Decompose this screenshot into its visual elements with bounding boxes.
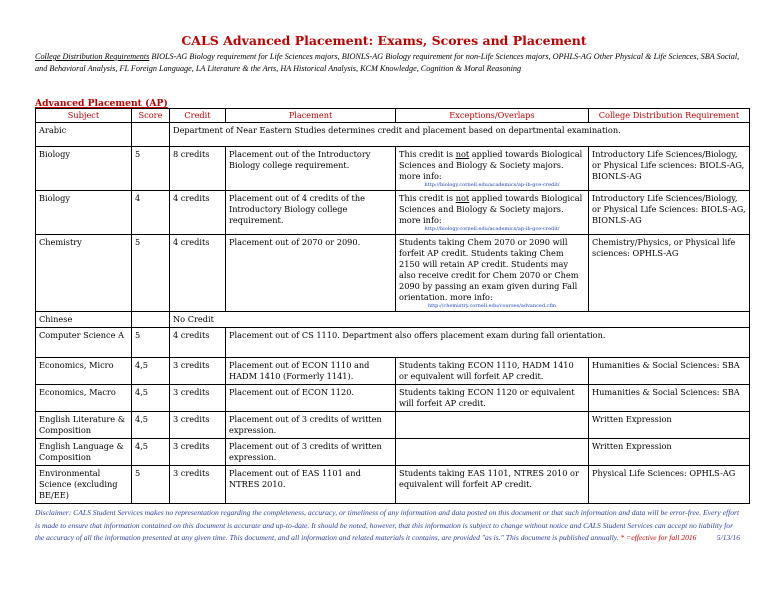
- placement-cell: Placement out of 2070 or 2090.: [226, 235, 396, 312]
- placement-cell: Placement out of 3 credits of written expression.: [226, 412, 396, 439]
- more-info-link[interactable]: http://chemistry.cornell.edu/courses/advanced.cfm: [427, 303, 557, 309]
- exceptions-cell: Students taking EAS 1101, NTRES 2010 or equivalent will forfeit AP credit.: [396, 466, 589, 504]
- header-subject: Subject: [36, 109, 132, 123]
- credit-cell: 3 credits: [170, 412, 226, 439]
- subject-cell: Economics, Micro: [36, 358, 132, 385]
- table-row: [36, 312, 750, 328]
- header-score: Score: [132, 109, 170, 123]
- distribution-cell: Written Expression: [589, 412, 750, 439]
- score-cell: 5: [132, 466, 170, 504]
- placement-cell: Placement out of ECON 1110 and HADM 1410 (Formerly 1141).: [226, 358, 396, 385]
- section-title: Advanced Placement (AP): [35, 98, 168, 109]
- credit-cell: 3 credits: [170, 439, 226, 466]
- placement-cell: Placement out of the Introductory Biology college requirement.: [226, 147, 396, 191]
- score-cell: 5: [132, 235, 170, 312]
- exceptions-cell: [396, 439, 589, 466]
- subject-cell: Chemistry: [36, 235, 132, 312]
- ap-table: [35, 108, 750, 504]
- credit-cell: No Credit: [170, 312, 750, 328]
- intro-paragraph: [35, 51, 740, 75]
- header-placement: Placement: [226, 109, 396, 123]
- publish-date: 5/13/16: [716, 533, 740, 542]
- subject-cell: English Literature & Composition: [36, 412, 132, 439]
- distribution-cell: Introductory Life Sciences/Biology, or Physical Life sciences: BIOLS-AG, BIONLS-AG: [589, 147, 750, 191]
- placement-cell: Placement out of 3 credits of written expression.: [226, 439, 396, 466]
- score-cell: 5: [132, 328, 170, 358]
- subject-cell: Computer Science A: [36, 328, 132, 358]
- subject-cell: Biology: [36, 191, 132, 235]
- credit-cell: 3 credits: [170, 358, 226, 385]
- exceptions-cell: Students taking ECON 1110, HADM 1410 or equivalent will forfeit AP credit.: [396, 358, 589, 385]
- table-row: [36, 412, 750, 439]
- credit-cell: 3 credits: [170, 466, 226, 504]
- credit-cell: 4 credits: [170, 191, 226, 235]
- score-cell: 4,5: [132, 358, 170, 385]
- table-row: [36, 466, 750, 504]
- page-title: CALS Advanced Placement: Exams, Scores and Placement: [181, 33, 587, 48]
- placement-cell: Placement out of ECON 1120.: [226, 385, 396, 412]
- note-cell: Placement out of CS 1110. Department also offers placement exam during fall orientation.: [226, 328, 750, 358]
- exceptions-cell: This credit is not applied towards Biological Sciences and Biology & Society majors. more info: http://biology.cornell.edu/academics/ap-ib-gce-credit/: [396, 147, 589, 191]
- table-row: [36, 385, 750, 412]
- subject-cell: Economics, Macro: [36, 385, 132, 412]
- distribution-cell: Introductory Life Sciences/Biology, or Physical Life Sciences: BIOLS-AG, BIONLS-AG: [589, 191, 750, 235]
- score-cell: 4,5: [132, 412, 170, 439]
- subject-cell: Chinese: [36, 312, 132, 328]
- score-cell: 4: [132, 191, 170, 235]
- distribution-cell: Physical Life Sciences: OPHLS-AG: [589, 466, 750, 504]
- distribution-cell: Humanities & Social Sciences: SBA: [589, 358, 750, 385]
- table-row: [36, 147, 750, 191]
- disclaimer-text: Disclaimer: CALS Student Services makes no representation regarding the completeness, accuracy, or timeliness of any information and data posted on this document or that such information and data will be error-free. Every effort is made to ensure that information contained on this document is accurate and up-to-date. It should be noted, however, that this information is subject to change without notice and CALS Student Services can accept no liability for the accuracy of all the information presented at any given time. This document, and all information and related materials it contains, are provided "as is." This document is published annually.: [35, 508, 740, 542]
- exceptions-cell: Students taking ECON 1120 or equivalent will forfeit AP credit.: [396, 385, 589, 412]
- header-exceptions: Exceptions/Overlaps: [396, 109, 589, 123]
- table-header-row: [36, 109, 750, 123]
- credit-cell: 4 credits: [170, 328, 226, 358]
- placement-cell: Placement out of 4 credits of the Introductory Biology college requirement.: [226, 191, 396, 235]
- exceptions-cell: This credit is not applied towards Biological Sciences and Biology & Society majors. more info: http://biology.cornell.edu/academics/ap-ib-gce-credit/: [396, 191, 589, 235]
- distribution-cell: Written Expression: [589, 439, 750, 466]
- table-row: [36, 439, 750, 466]
- more-info-link[interactable]: http://biology.cornell.edu/academics/ap-ib-gce-credit/: [424, 182, 560, 188]
- disclaimer: [35, 507, 740, 545]
- distribution-cell: Humanities & Social Sciences: SBA: [589, 385, 750, 412]
- distribution-cell: Chemistry/Physics, or Physical life sciences: OPHLS-AG: [589, 235, 750, 312]
- header-distribution: College Distribution Requirement: [589, 109, 750, 123]
- table-row: [36, 191, 750, 235]
- table-row: [36, 328, 750, 358]
- score-cell: 4,5: [132, 385, 170, 412]
- exceptions-cell: Students taking Chem 2070 or 2090 will forfeit AP credit. Students taking Chem 2150 will retain AP credit. Students may also receive credit for Chem 2070 or Chem 2090 by passing an exam given during Fall orientation. more info: http://chemistry.cornell.edu/courses/advanced.cfm: [396, 235, 589, 312]
- credit-cell: 8 credits: [170, 147, 226, 191]
- effective-note: * =effective for fall 2016: [620, 533, 697, 542]
- header-credit: Credit: [170, 109, 226, 123]
- credit-cell: 3 credits: [170, 385, 226, 412]
- credit-cell: 4 credits: [170, 235, 226, 312]
- subject-cell: Arabic: [36, 123, 132, 147]
- placement-cell: Placement out of EAS 1101 and NTRES 2010.: [226, 466, 396, 504]
- table-row: [36, 235, 750, 312]
- subject-cell: Environmental Science (excluding BE/EE): [36, 466, 132, 504]
- table-row: [36, 123, 750, 147]
- more-info-link[interactable]: http://biology.cornell.edu/academics/ap-ib-gce-credit/: [424, 226, 560, 232]
- note-cell: Department of Near Eastern Studies determines credit and placement based on departmental examination.: [170, 123, 750, 147]
- score-cell: 4,5: [132, 439, 170, 466]
- exceptions-cell: [396, 412, 589, 439]
- intro-label: College Distribution Requirements: [35, 52, 150, 61]
- subject-cell: Biology: [36, 147, 132, 191]
- score-cell: 5: [132, 147, 170, 191]
- subject-cell: English Language & Composition: [36, 439, 132, 466]
- table-row: [36, 358, 750, 385]
- intro-text: BIOLS-AG Biology requirement for Life Sciences majors, BIONLS-AG Biology requirement for non-Life Sciences majors, OPHLS-AG Other Physical & Life Sciences, SBA Social, and Behavioral Analysis, FL Foreign Language, LA Literature & the Arts, HA Historical Analysis, KCM Knowledge, Cognition & Moral Reasoning: [35, 52, 740, 73]
